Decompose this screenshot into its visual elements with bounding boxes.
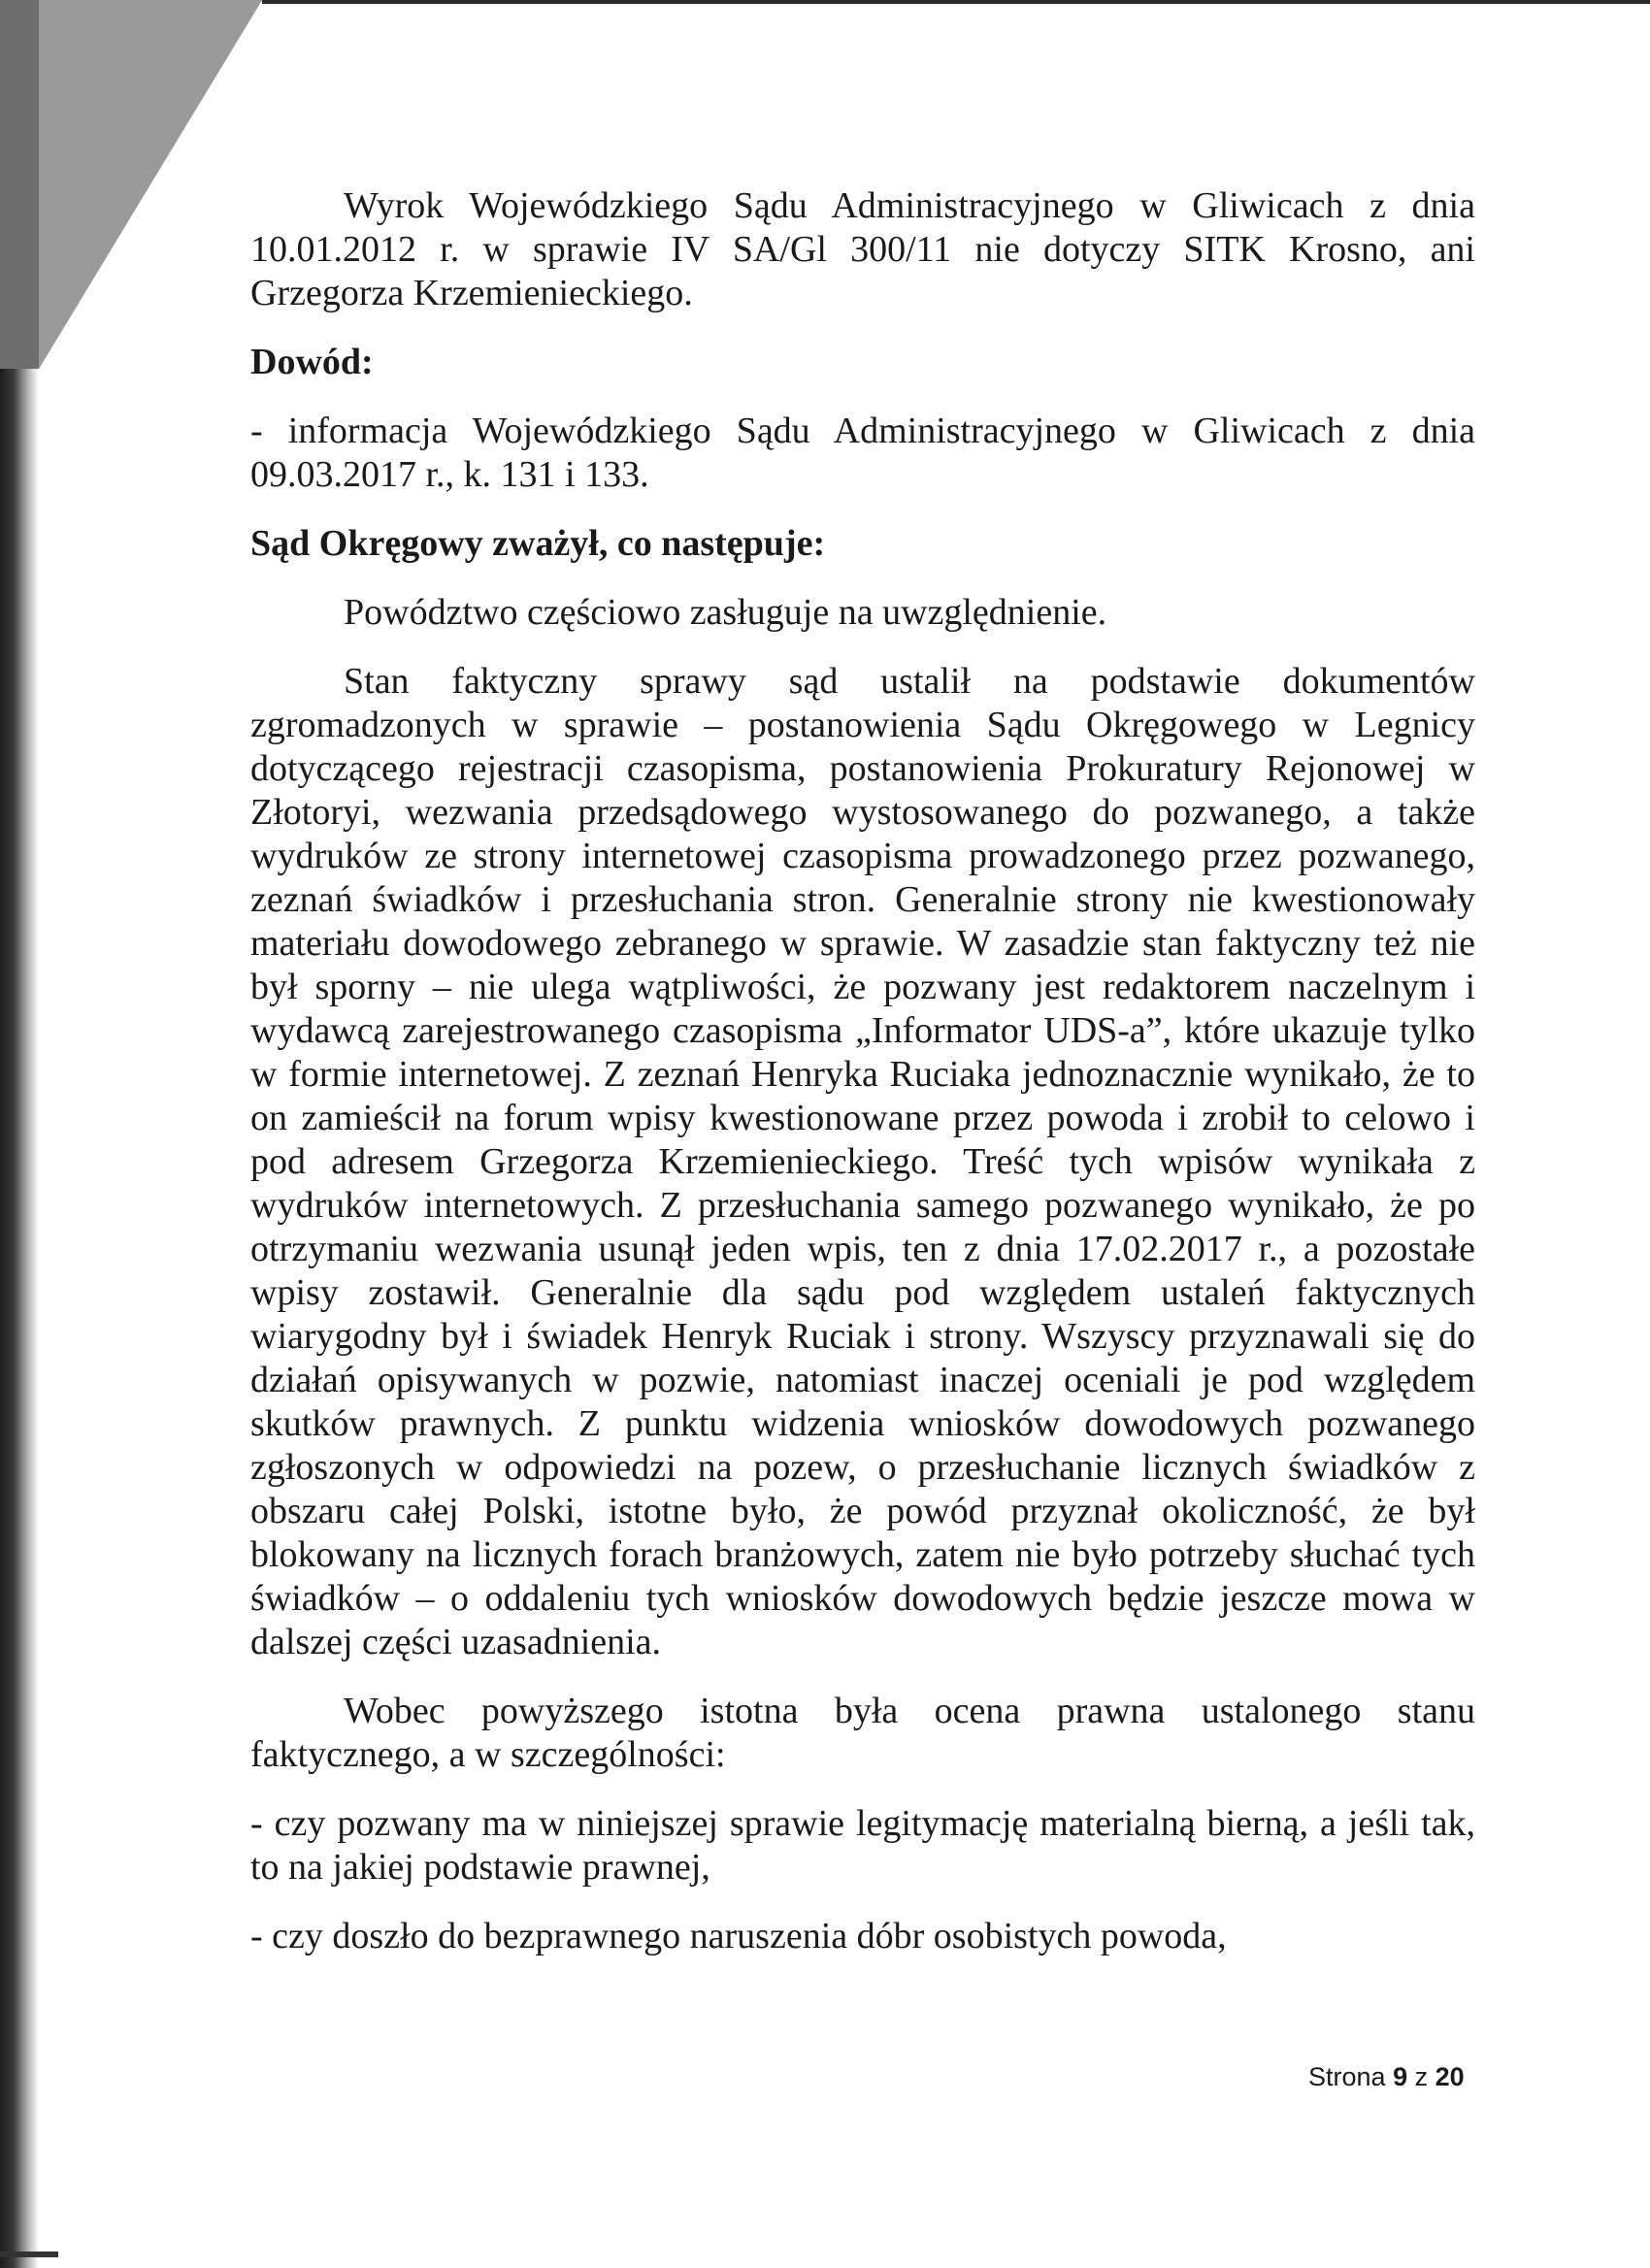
total-page-count: 20 (1435, 2062, 1465, 2091)
current-page-number: 9 (1393, 2062, 1408, 2091)
scan-corner-shadow (0, 0, 291, 369)
paragraph-judgment: Wyrok Wojewódzkiego Sądu Administracyjnego w Gliwicach z dnia 10.01.2012 r. w sprawie IV SA/Gl 300/11 nie dotyczy SITK Krosno, ani Grzegorza Krzemienieckiego. (250, 185, 1475, 313)
evidence-heading: Dowód: (250, 342, 374, 382)
page-label: Strona (1308, 2062, 1386, 2091)
evidence-item: - informacja Wojewódzkiego Sądu Administracyjnego w Gliwicach z dnia 09.03.2017 r., k. 131 i 133. (250, 411, 1475, 495)
court-findings-heading: Sąd Okręgowy zważył, co następuje: (250, 523, 826, 564)
list-item-legitimacy: - czy pozwany ma w niniejszej sprawie legitymację materialną bierną, a jeśli tak, to na jakiej podstawie prawnej, (250, 1803, 1475, 1888)
scan-bottom-mark (0, 2252, 58, 2257)
list-item-infringement: - czy doszło do bezprawnego naruszenia dóbr osobistych powoda, (250, 1916, 1227, 1956)
scan-top-line (262, 0, 1650, 4)
page-number-footer (1308, 2062, 1465, 2092)
paragraph-factual-state: Stan faktyczny sprawy sąd ustalił na podstawie dokumentów zgromadzonych w sprawie – postanowienia Sądu Okręgowego w Legnicy dotyczącego rejestracji czasopisma, postanowienia Prokuratury Rejonowej w Złotoryi, wezwania przedsądowego wystosowanego do pozwanego, a także wydruków ze strony internetowej czasopisma prowadzonego przez pozwanego, zeznań świadków i przesłuchania stron. Generalnie strony nie kwestionowały materiału dowodowego zebranego w sprawie. W zasadzie stan faktyczny też nie był sporny – nie ulega wątpliwości, że pozwany jest redaktorem naczelnym i wydawcą zarejestrowanego czasopisma „Informator UDS-a”, które ukazuje tylko w formie internetowej. Z zeznań Henryka Ruciaka jednoznacznie wynikało, że to on zamieścił na forum wpisy kwestionowane przez powoda i zrobił to celowo i pod adresem Grzegorza Krzemienieckiego. Treść tych wpisów wynikała z wydruków internetowych. Z przesłuchania samego pozwanego wynikało, że po otrzymaniu wezwania usunął jeden wpis, ten z dnia 17.02.2017 r., a pozostałe wpisy zostawił. Generalnie dla sądu pod względem ustaleń faktycznych wiarygodny był i świadek Henryk Ruciak i strony. Wszyscy przyznawali się do działań opisywanych w pozwie, natomiast inaczej oceniali je pod względem skutków prawnych. Z punktu widzenia wniosków dowodowych pozwanego zgłoszonych w odpowiedzi na pozew, o przesłuchanie licznych świadków z obszaru całej Polski, istotne było, że powód przyznał okoliczność, że był blokowany na licznych forach branżowych, zatem nie było potrzeby słuchać tych świadków – o oddaleniu tych wniosków dowodowych będzie jeszcze mowa w dalszej części uzasadnienia. (250, 661, 1475, 1662)
paragraph-claim-assessment: Powództwo częściowo zasługuje na uwzględnienie. (344, 592, 1107, 633)
paragraph-legal-assessment: Wobec powyższego istotna była ocena prawna ustalonego stanu faktycznego, a w szczególności: (250, 1691, 1475, 1775)
document-body (250, 184, 1475, 1984)
page-separator: z (1414, 2062, 1429, 2091)
